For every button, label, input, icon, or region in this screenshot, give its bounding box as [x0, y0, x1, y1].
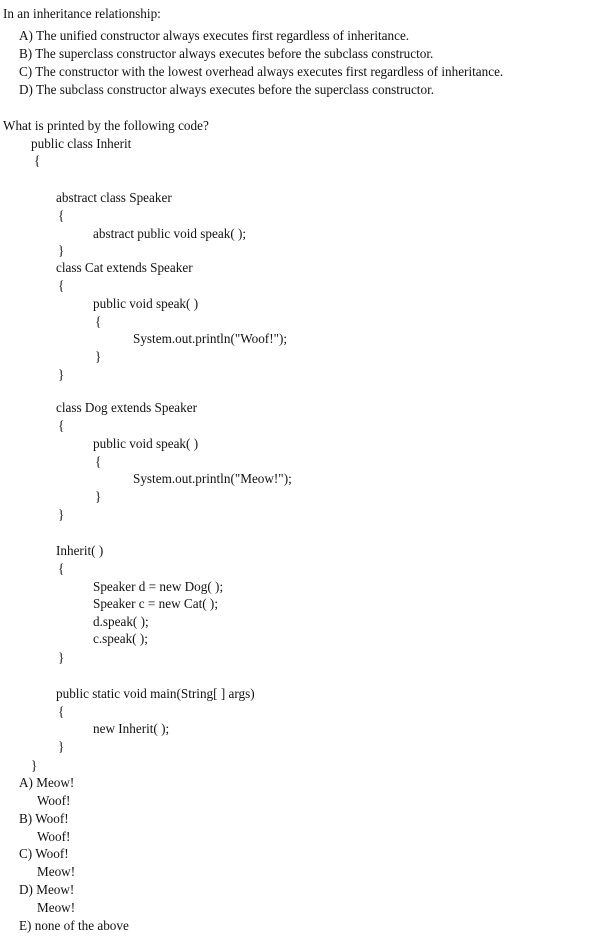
code-line: }: [95, 349, 102, 364]
code-line: public static void main(String[ ] args): [56, 686, 255, 701]
code-line: public void speak( ): [93, 296, 199, 311]
answer-option-c-line-2: Meow!: [37, 864, 76, 879]
code-line: class Dog extends Speaker: [56, 400, 197, 415]
code-line: {: [95, 454, 102, 469]
question-1-option-a: A) The unified constructor always executes first regardless of inheritance.: [19, 28, 410, 43]
code-line: class Cat extends Speaker: [56, 260, 193, 275]
answer-option-a-line-2: Woof!: [37, 793, 71, 808]
code-line: Inherit( ): [56, 543, 104, 558]
code-line: System.out.println("Woof!");: [133, 331, 288, 346]
code-line: Speaker d = new Dog( );: [93, 579, 224, 594]
code-line: {: [58, 208, 65, 223]
answer-option-d: D) Meow!: [19, 882, 75, 897]
answer-option-a: A) Meow!: [19, 775, 75, 790]
code-line: public class Inherit: [31, 136, 132, 151]
answer-option-c: C) Woof!: [19, 846, 69, 861]
code-line: c.speak( );: [93, 631, 148, 646]
code-line: {: [95, 314, 102, 329]
code-line: Speaker c = new Cat( );: [93, 596, 218, 611]
question-1-stem: In an inheritance relationship:: [3, 6, 161, 21]
answer-option-e: E) none of the above: [19, 918, 129, 933]
code-line: new Inherit( );: [93, 721, 170, 736]
question-1-option-d: D) The subclass constructor always executes before the superclass constructor.: [19, 82, 435, 97]
code-line: }: [58, 243, 65, 258]
code-line: }: [58, 507, 65, 522]
code-line: }: [31, 758, 38, 773]
code-line: {: [58, 704, 65, 719]
code-line: System.out.println("Meow!");: [133, 471, 292, 486]
answer-option-b-line-2: Woof!: [37, 829, 71, 844]
answer-option-d-line-2: Meow!: [37, 900, 76, 915]
question-1-option-b: B) The superclass constructor always executes before the subclass constructor.: [19, 46, 434, 61]
code-line: public void speak( ): [93, 436, 199, 451]
code-line: {: [34, 153, 41, 168]
question-2-stem: What is printed by the following code?: [3, 118, 209, 133]
answer-option-b: B) Woof!: [19, 811, 69, 826]
code-line: {: [58, 278, 65, 293]
code-line: d.speak( );: [93, 614, 149, 629]
code-line: }: [58, 739, 65, 754]
code-line: }: [95, 489, 102, 504]
code-line: }: [58, 650, 65, 665]
code-line: {: [58, 561, 65, 576]
code-line: {: [58, 418, 65, 433]
code-line: abstract public void speak( );: [93, 226, 247, 241]
code-line: abstract class Speaker: [56, 190, 172, 205]
question-1-option-c: C) The constructor with the lowest overhead always executes first regardless of inheritance.: [19, 64, 504, 79]
code-line: }: [58, 367, 65, 382]
